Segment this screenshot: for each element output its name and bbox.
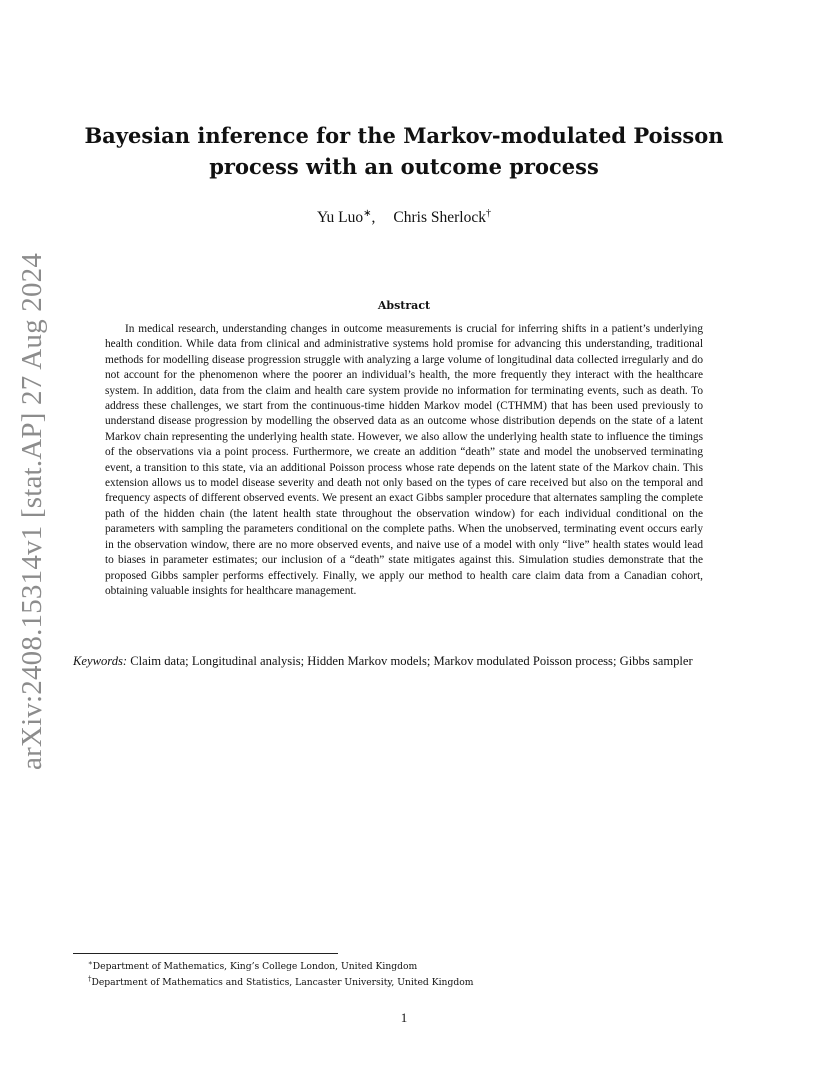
keywords-text: Claim data; Longitudinal analysis; Hidden Markov models; Markov modulated Poisson process; Gibbs sampler (130, 654, 693, 668)
footnote-text: Department of Mathematics, King’s College London, United Kingdom (92, 961, 418, 973)
footnote-divider (73, 953, 338, 954)
author-name: Chris Sherlock (393, 209, 486, 227)
keywords-label: Keywords: (73, 654, 128, 668)
author-affiliation-mark: † (485, 208, 491, 219)
footnote-mark: ∗ (88, 959, 93, 967)
keywords (73, 653, 741, 670)
author-affiliation-mark: ∗ (363, 208, 372, 219)
footnote (88, 957, 728, 973)
author-name: Yu Luo (317, 209, 364, 227)
abstract-heading: Abstract (377, 299, 431, 312)
page-number: 1 (400, 1010, 408, 1025)
abstract-body: In medical research, understanding changes in outcome measurements is crucial for inferring shifts in a patient’s underlying health condition. While data from clinical and administrative systems hold promise for advancing this understanding, traditional methods for modelling disease progression struggle with analyzing a large volume of longitudinal data collected irregularly and do not account for the phenomenon where the poorer an individual’s health, the more frequently they interact with the healthcare system. In addition, data from the claim and health care system provide no information for terminating events, such as death. To address these challenges, we start from the continuous-time hidden Markov model (CTHMM) that has been used previously to understand disease progression by modelling the observed data as an outcome whose distribution depends on the state of a latent Markov chain representing the underlying health state. However, we also allow the underlying health state to influence the timings of the observations via a point process. Furthermore, we create an addition “death” state and model the unobserved terminating event, a transition to this state, via an additional Poisson process whose rate depends on the latent state of the Markov chain. This extension allows us to model disease severity and death not only based on the types of care received but also on the temporal and frequency aspects of different observed events. We present an exact Gibbs sampler procedure that alternates sampling the complete path of the hidden chain (the latent health state throughout the observation window) for each individual conditional on the parameters with sampling the parameters conditional on the complete paths. When the unobserved, terminating event occurs early in the observation window, there are no more observed events, and naive use of a model with only “live” health states would lead to biases in parameter estimates; our inclusion of a “death” state mitigates against this. Simulation studies demonstrate that the proposed Gibbs sampler performs effectively. Finally, we apply our method to health care claim data from a Canadian cohort, obtaining valuable insights for healthcare management. (105, 323, 703, 597)
author-list: Yu Luo∗, Chris Sherlock† (317, 208, 491, 227)
footnote-text: Department of Mathematics and Statistics, Lancaster University, United Kingdom (91, 977, 474, 989)
paper-title: Bayesian inference for the Markov-modulated Poisson process with an outcome process (84, 123, 724, 179)
arxiv-identifier-stamp: arXiv:2408.15314v1 [stat.AP] 27 Aug 2024 (16, 252, 48, 770)
footnotes (88, 957, 728, 989)
footnote (88, 973, 728, 989)
footnote-mark: † (88, 975, 92, 984)
